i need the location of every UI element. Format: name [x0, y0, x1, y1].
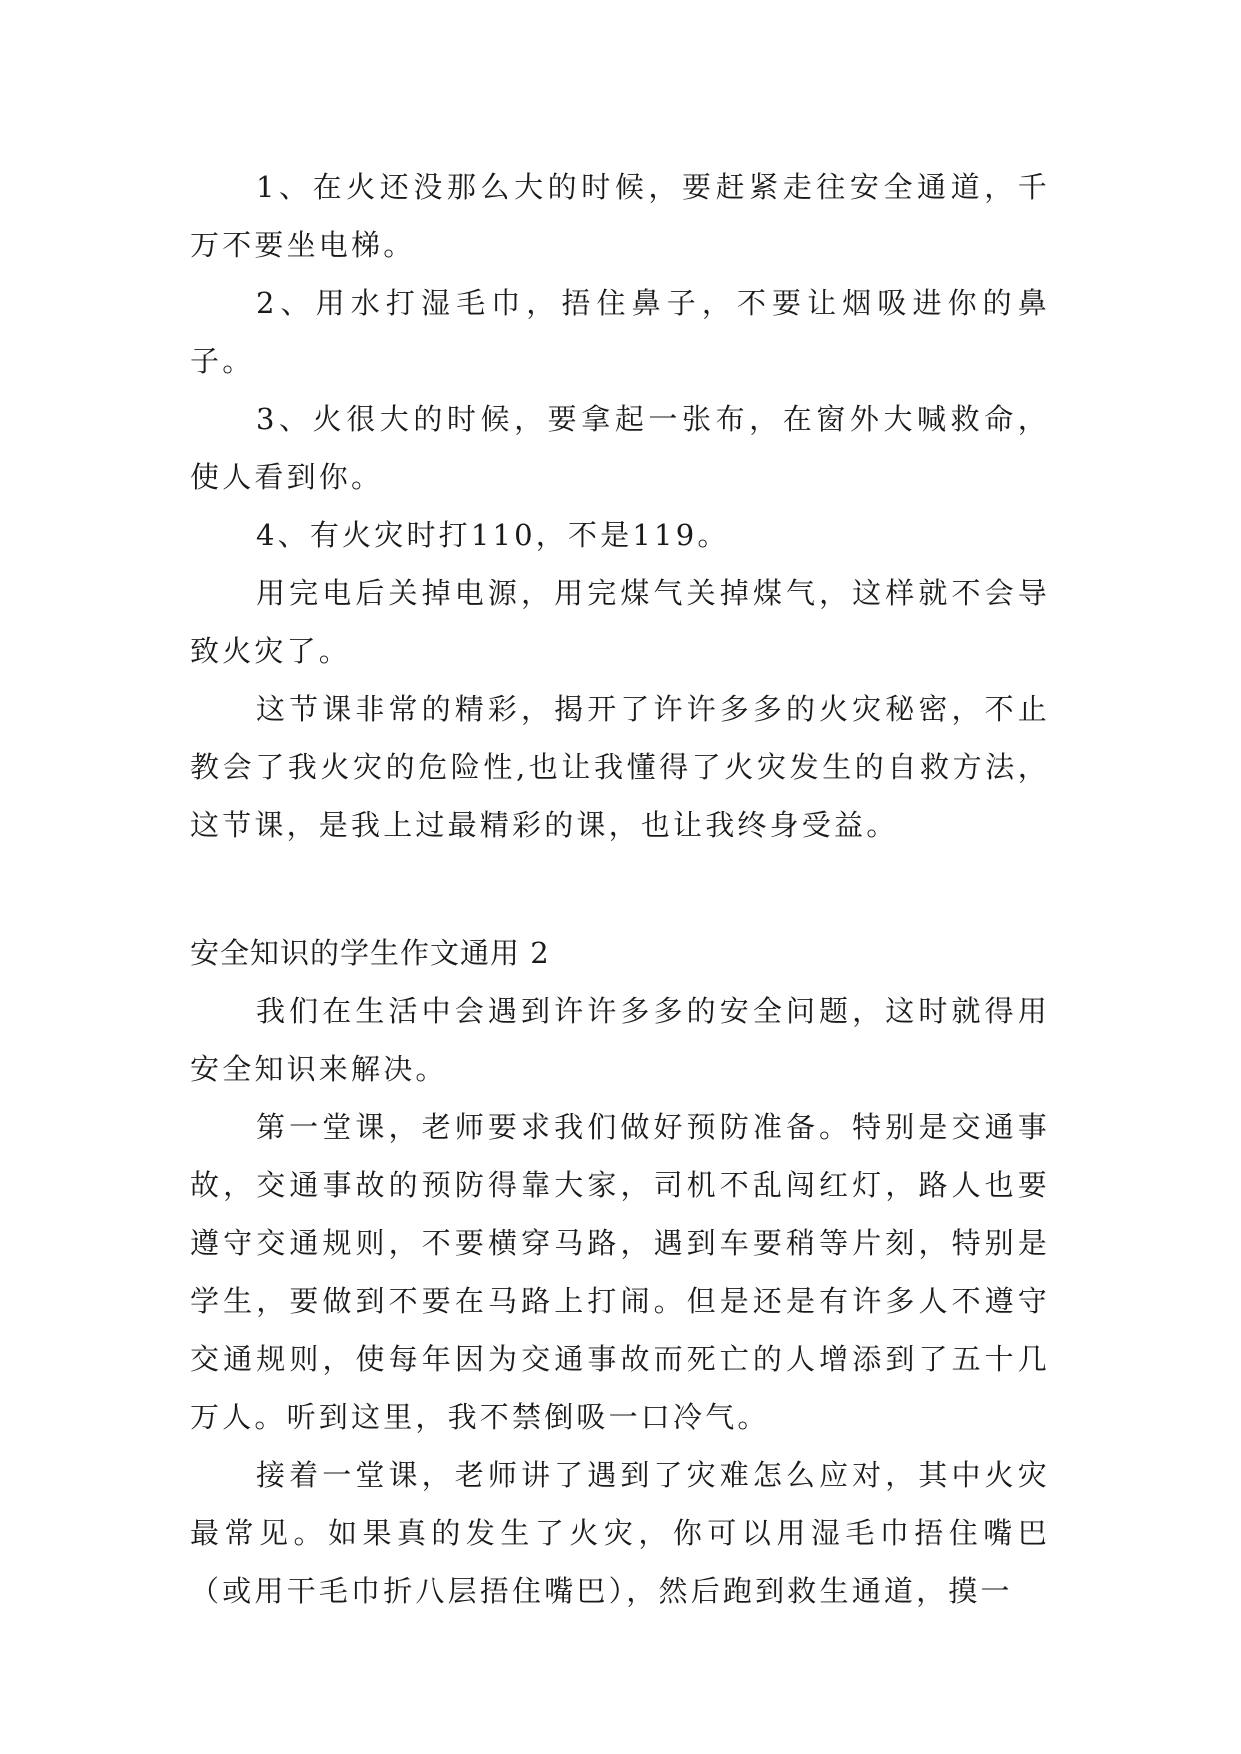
- paragraph-prevention: 用完电后关掉电源，用完煤气关掉煤气，这样就不会导致火灾了。: [190, 576, 1050, 668]
- paragraph-next-lesson: 接着一堂课，老师讲了遇到了灾难怎么应对，其中火灾最常见。如果真的发生了火灾，你可以用湿毛巾捂住嘴巴（或用干毛巾折八层捂住嘴巴），然后跑到救生通道，摸一: [190, 1458, 1050, 1608]
- paragraph-tip-3: 3、火很大的时候，要拿起一张布，在窗外大喊救命，使人看到你。: [190, 402, 1050, 494]
- paragraph-tip-2: 2、用水打湿毛巾，捂住鼻子，不要让烟吸进你的鼻子。: [190, 286, 1050, 378]
- paragraph-tip-4: 4、有火灾时打110，不是119。: [256, 518, 730, 552]
- section-heading: 安全知识的学生作文通用 2: [190, 936, 550, 970]
- paragraph-intro: 我们在生活中会遇到许许多多的安全问题，这时就得用安全知识来解决。: [190, 994, 1050, 1086]
- paragraph-first-lesson: 第一堂课，老师要求我们做好预防准备。特别是交通事故，交通事故的预防得靠大家，司机不乱闯红灯，路人也要遵守交通规则，不要横穿马路，遇到车要稍等片刻，特别是学生，要做到不要在马路上打闹。但是还是有许多人不遵守交通规则，使每年因为交通事故而死亡的人增添到了五十几万人。听到这里，我不禁倒吸一口冷气。: [190, 1110, 1050, 1434]
- paragraph-tip-1: 1、在火还没那么大的时候，要赶紧走往安全通道，千万不要坐电梯。: [190, 170, 1050, 262]
- paragraph-conclusion: 这节课非常的精彩，揭开了许许多多的火灾秘密，不止教会了我火灾的危险性,也让我懂得了火灾发生的自救方法，这节课，是我上过最精彩的课，也让我终身受益。: [190, 692, 1050, 842]
- document-page: [190, 158, 1050, 1620]
